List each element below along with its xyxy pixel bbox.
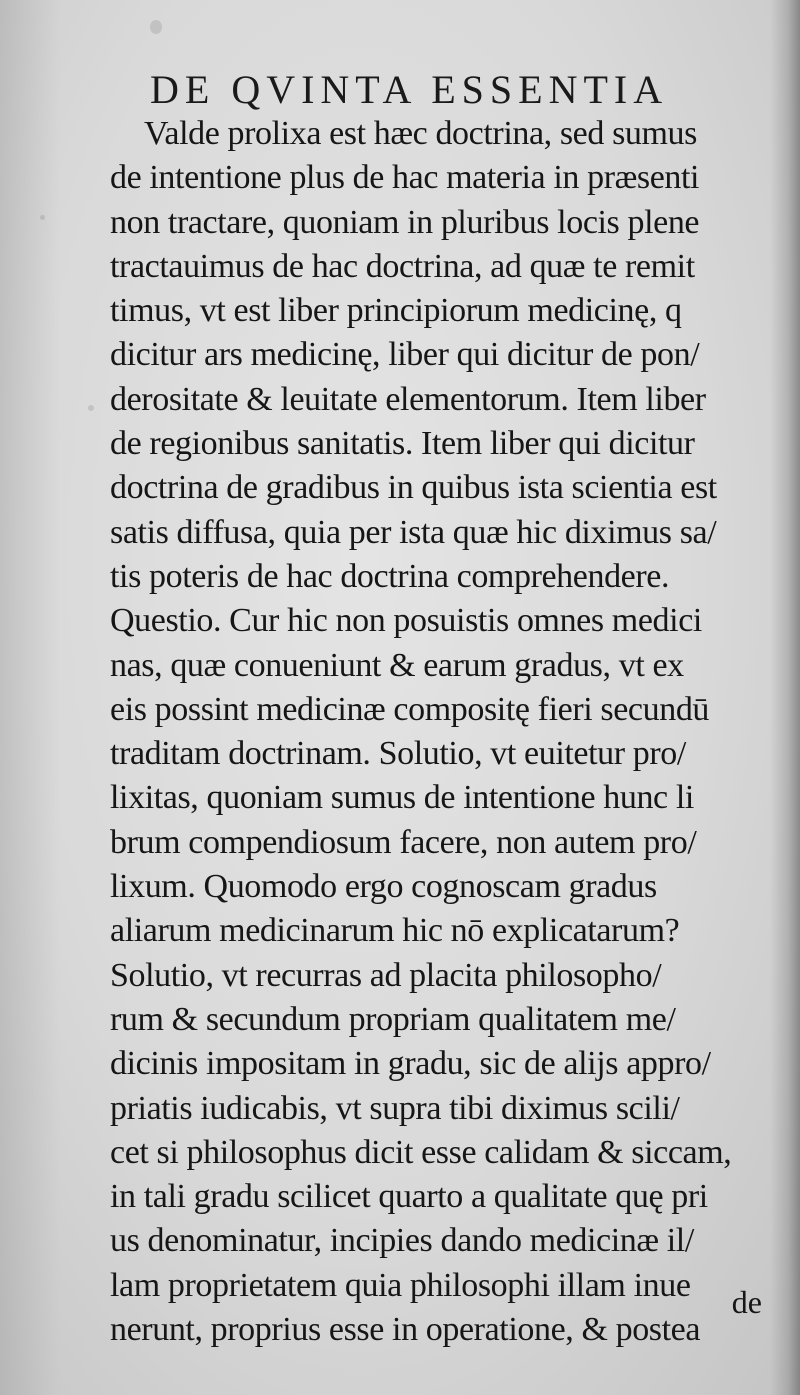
text-line: brum compendiosum facere, non autem pro/ <box>110 823 697 861</box>
text-line: Questio. Cur hic non posuistis omnes medici <box>110 602 702 640</box>
text-line: de regionibus sanitatis. Item liber qui dicitur <box>110 425 695 463</box>
text-line: tis poteris de hac doctrina comprehendere. <box>110 557 670 595</box>
gutter-shadow <box>0 0 60 1395</box>
catchword: de <box>731 1284 762 1320</box>
paper-spot <box>40 215 45 220</box>
text-line: dicitur ars medicinę, liber qui dicitur de pon/ <box>110 336 700 374</box>
text-line: tractauimus de hac doctrina, ad quæ te remit <box>110 247 695 285</box>
text-line: eis possint medicinæ compositę fieri secundū <box>110 690 710 728</box>
body-text <box>110 112 770 1352</box>
text-line: derositate & leuitate elementorum. Item liber <box>110 380 706 418</box>
text-line: in tali gradu scilicet quarto a qualitate quę pri <box>110 1178 708 1216</box>
page-edge-shadow <box>770 0 800 1395</box>
text-line: us denominatur, incipies dando medicinæ il/ <box>110 1222 694 1260</box>
text-line: doctrina de gradibus in quibus ista scientia est <box>110 469 717 507</box>
text-line: rum & secundum propriam qualitatem me/ <box>110 1000 676 1038</box>
text-line: Valde prolixa est hæc doctrina, sed sumus <box>144 115 697 152</box>
text-line: aliarum medicinarum hic nō explicatarum? <box>110 912 680 950</box>
text-line: non tractare, quoniam in pluribus locis plene <box>110 203 700 241</box>
text-line: de intentione plus de hac materia in præsenti <box>110 159 700 197</box>
text-line: traditam doctrinam. Solutio, vt euitetur pro/ <box>110 735 686 773</box>
running-head: DE QVINTA ESSENTIA <box>150 67 669 112</box>
text-line: priatis iudicabis, vt supra tibi diximus scili/ <box>110 1089 680 1127</box>
text-line: lam proprietatem quia philosophi illam inue <box>110 1266 691 1304</box>
text-line: nas, quæ conueniunt & earum gradus, vt ex <box>110 646 684 684</box>
text-line: satis diffusa, quia per ista quæ hic diximus sa/ <box>110 513 717 551</box>
text-line: lixum. Quomodo ergo cognoscam gradus <box>110 868 657 906</box>
paper-spot <box>150 20 162 34</box>
text-line: Solutio, vt recurras ad placita philosopho/ <box>110 956 662 994</box>
text-line: dicinis impositam in gradu, sic de alijs appro/ <box>110 1045 711 1083</box>
text-line: lixitas, quoniam sumus de intentione hunc li <box>110 779 694 817</box>
text-line: timus, vt est liber principiorum medicinę, q <box>110 292 682 330</box>
paper-spot <box>88 405 94 411</box>
text-line: cet si philosophus dicit esse calidam & siccam, <box>110 1133 732 1171</box>
text-line: nerunt, proprius esse in operatione, & postea <box>110 1311 701 1349</box>
